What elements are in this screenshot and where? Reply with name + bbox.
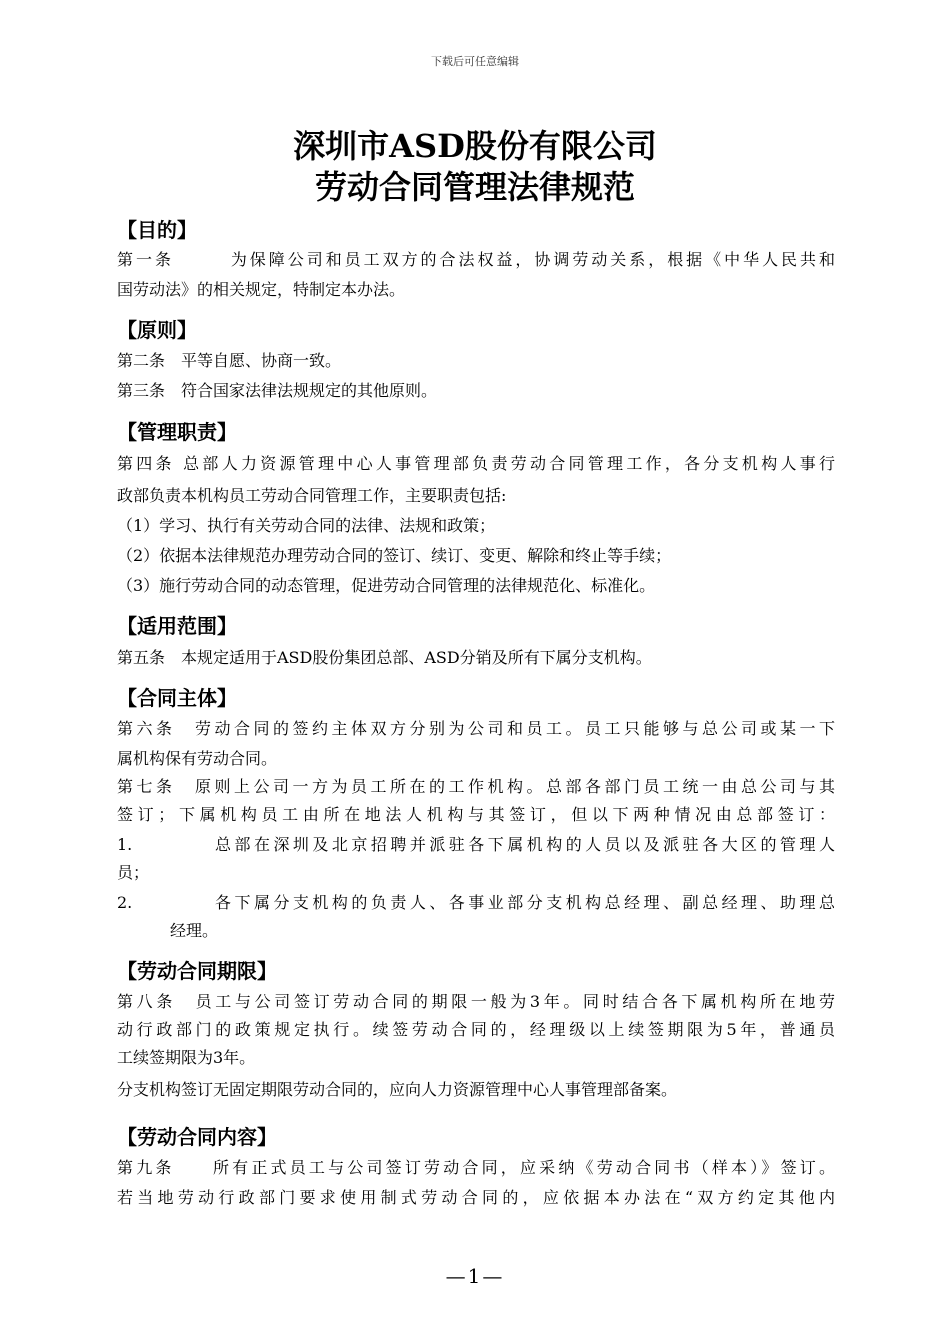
article-2: 第二条 平等自愿、协商一致。 bbox=[117, 351, 342, 370]
case-1-line2: 员； bbox=[117, 863, 150, 882]
article-7-line1: 第七条 原则上公司一方为员工所在的工作机构。总部各部门员工统一由总公司与其 bbox=[117, 777, 835, 796]
case-2-number: 2. bbox=[117, 893, 133, 912]
article-9-line2: 若当地劳动行政部门要求使用制式劳动合同的，应依据本办法在“双方约定其他内 bbox=[117, 1188, 835, 1207]
article-6-line2: 属机构保有劳动合同。 bbox=[117, 749, 278, 768]
article-1-line1: 第一条 为保障公司和员工双方的合法权益，协调劳动关系，根据《中华人民共和 bbox=[117, 250, 835, 269]
page-number: —1— bbox=[445, 1264, 505, 1288]
section-heading-purpose: 【目的】 bbox=[117, 218, 197, 242]
article-8-line1: 第八条 员工与公司签订劳动合同的期限一般为3年。同时结合各下属机构所在地劳 bbox=[117, 992, 835, 1011]
case-1-number: 1. bbox=[117, 835, 133, 854]
document-title-line2: 劳动合同管理法律规范 bbox=[314, 168, 635, 206]
case-1-line1: 总部在深圳及北京招聘并派驻各下属机构的人员以及派驻各大区的管理人 bbox=[215, 835, 835, 854]
section-heading-duty: 【管理职责】 bbox=[117, 420, 237, 444]
section-heading-scope: 【适用范围】 bbox=[117, 614, 237, 638]
article-4-line2: 政部负责本机构员工劳动合同管理工作，主要职责包括: bbox=[117, 486, 507, 505]
document-title-line1: 深圳市ASD股份有限公司 bbox=[293, 127, 657, 165]
section-heading-term: 【劳动合同期限】 bbox=[117, 959, 277, 983]
duty-item-2: （2）依据本法律规范办理劳动合同的签订、续订、变更、解除和终止等手续； bbox=[117, 546, 672, 565]
section-heading-subject: 【合同主体】 bbox=[117, 686, 237, 710]
article-3: 第三条 符合国家法律法规规定的其他原则。 bbox=[117, 381, 438, 400]
case-2-line1: 各下属分支机构的负责人、各事业部分支机构总经理、副总经理、助理总 bbox=[215, 893, 835, 912]
article-8-extra: 分支机构签订无固定期限劳动合同的，应向人力资源管理中心人事管理部备案。 bbox=[117, 1080, 678, 1099]
section-heading-content: 【劳动合同内容】 bbox=[117, 1125, 277, 1149]
article-9-line1: 第九条 所有正式员工与公司签订劳动合同，应采纳《劳动合同书（样本）》签订。 bbox=[117, 1158, 835, 1177]
case-2-line2: 经理。 bbox=[170, 921, 219, 940]
article-4-line1: 第四条 总部人力资源管理中心人事管理部负责劳动合同管理工作，各分支机构人事行 bbox=[117, 454, 835, 473]
article-1-line2: 国劳动法》的相关规定，特制定本办法。 bbox=[117, 280, 406, 299]
article-8-line3: 工续签期限为3年。 bbox=[117, 1048, 256, 1067]
header-note: 下载后可任意编辑 bbox=[431, 55, 519, 68]
article-6-line1: 第六条 劳动合同的签约主体双方分别为公司和员工。员工只能够与总公司或某一下 bbox=[117, 719, 835, 738]
duty-item-3: （3）施行劳动合同的动态管理，促进劳动合同管理的法律规范化、标准化。 bbox=[117, 576, 656, 595]
article-5: 第五条 本规定适用于ASD股份集团总部、ASD分销及所有下属分支机构。 bbox=[117, 648, 652, 667]
article-7-line2: 签订；下属机构员工由所在地法人机构与其签订，但以下两种情况由总部签订： bbox=[117, 805, 835, 824]
duty-item-1: （1）学习、执行有关劳动合同的法律、法规和政策； bbox=[117, 516, 496, 535]
section-heading-principle: 【原则】 bbox=[117, 318, 197, 342]
article-8-line2: 动行政部门的政策规定执行。续签劳动合同的，经理级以上续签期限为5年，普通员 bbox=[117, 1020, 835, 1039]
